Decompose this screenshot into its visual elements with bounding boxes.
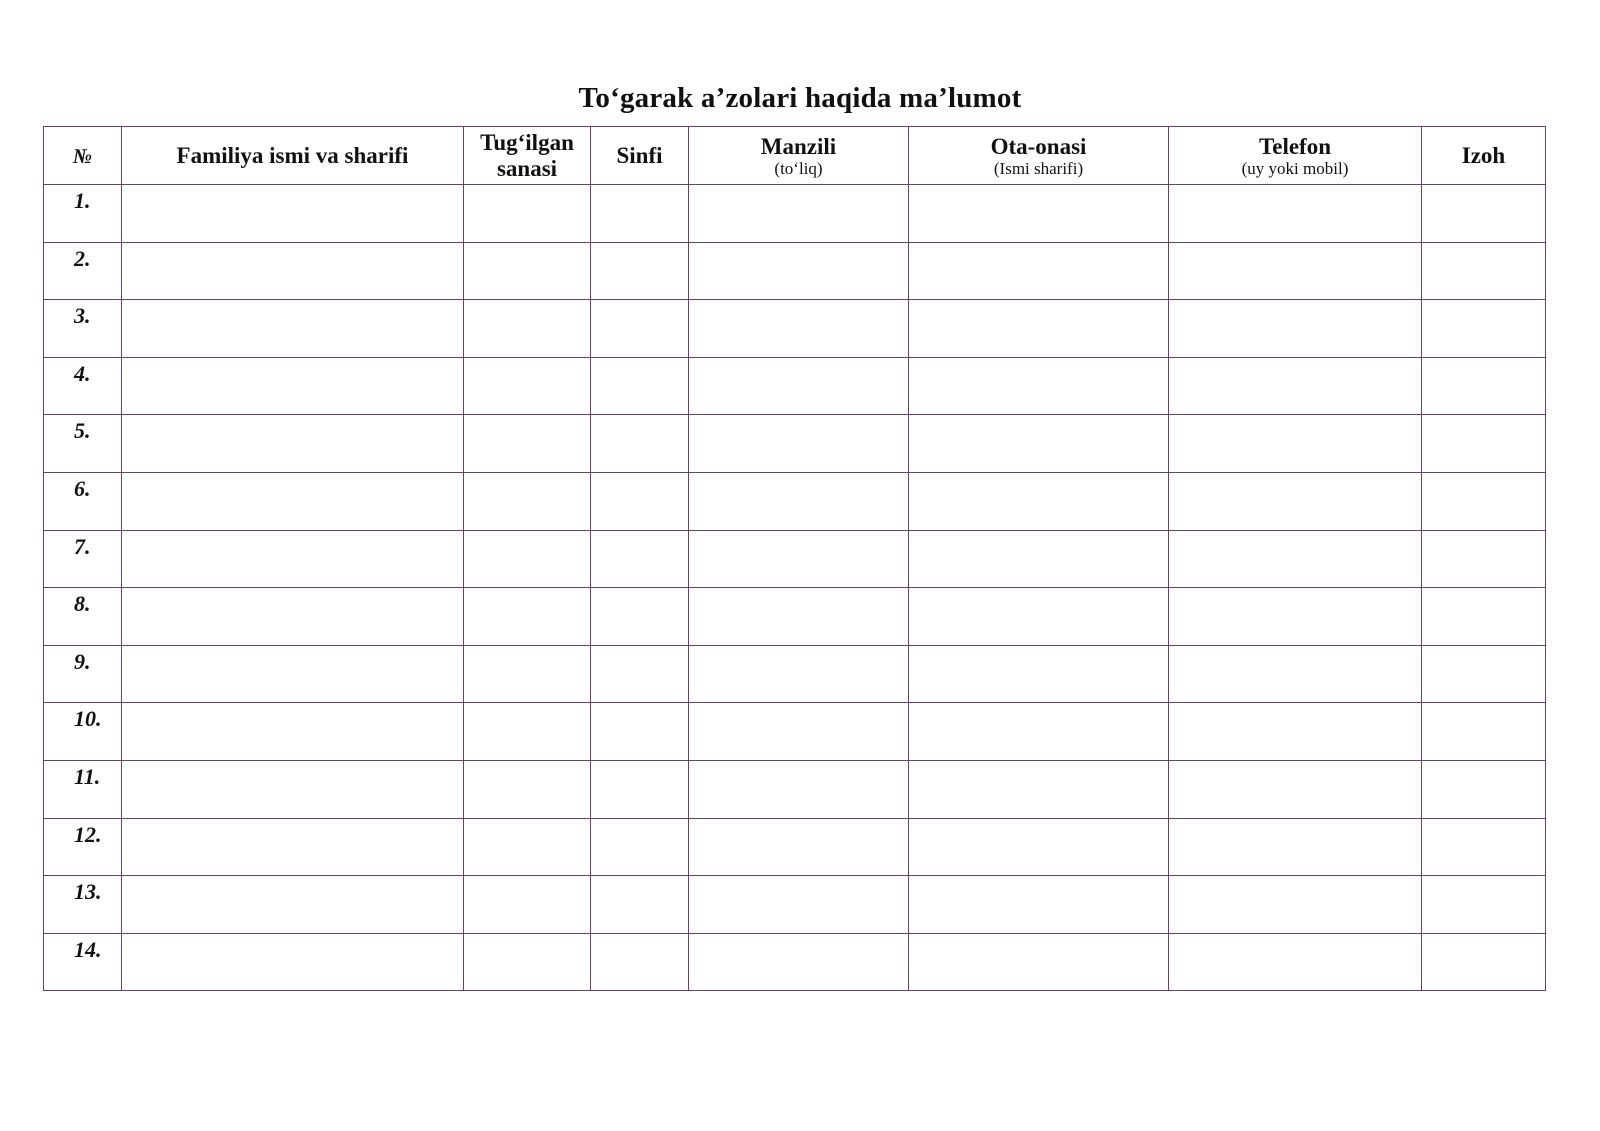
column-header-phone (1169, 127, 1422, 185)
cell-parents[interactable] (909, 876, 1169, 934)
cell-birth-date[interactable] (464, 645, 591, 703)
cell-class[interactable] (591, 300, 689, 358)
row-number: 6. (44, 472, 122, 530)
cell-note[interactable] (1422, 703, 1546, 761)
cell-parents[interactable] (909, 933, 1169, 991)
cell-birth-date[interactable] (464, 415, 591, 473)
column-header-label: Izoh (1461, 142, 1506, 168)
cell-address[interactable] (689, 530, 909, 588)
cell-parents[interactable] (909, 472, 1169, 530)
column-header-address (689, 127, 909, 185)
cell-full-name[interactable] (122, 588, 464, 646)
cell-class[interactable] (591, 472, 689, 530)
cell-address[interactable] (689, 415, 909, 473)
table-row (44, 300, 1546, 358)
cell-parents[interactable] (909, 185, 1169, 243)
column-header-sublabel: (Ismi sharifi) (993, 158, 1084, 178)
cell-full-name[interactable] (122, 415, 464, 473)
cell-birth-date[interactable] (464, 760, 591, 818)
cell-phone[interactable] (1169, 760, 1422, 818)
row-number: 5. (44, 415, 122, 473)
cell-address[interactable] (689, 703, 909, 761)
column-header-number (44, 127, 122, 185)
cell-note[interactable] (1422, 818, 1546, 876)
header-row (44, 127, 1546, 185)
cell-address[interactable] (689, 933, 909, 991)
table-row (44, 876, 1546, 934)
row-number: 11. (44, 760, 122, 818)
cell-class[interactable] (591, 242, 689, 300)
row-number: 10. (44, 703, 122, 761)
cell-class[interactable] (591, 530, 689, 588)
cell-parents[interactable] (909, 530, 1169, 588)
cell-birth-date[interactable] (464, 876, 591, 934)
column-header-label: Manzili (760, 133, 837, 159)
cell-full-name[interactable] (122, 645, 464, 703)
table-row (44, 472, 1546, 530)
cell-note[interactable] (1422, 588, 1546, 646)
cell-parents[interactable] (909, 760, 1169, 818)
row-number: 9. (44, 645, 122, 703)
cell-class[interactable] (591, 588, 689, 646)
cell-address[interactable] (689, 645, 909, 703)
row-number: 3. (44, 300, 122, 358)
cell-note[interactable] (1422, 415, 1546, 473)
cell-note[interactable] (1422, 933, 1546, 991)
cell-note[interactable] (1422, 645, 1546, 703)
members-table (43, 126, 1546, 991)
column-header-label: Telefon (1259, 133, 1331, 159)
column-header-label: № (72, 143, 93, 168)
cell-full-name[interactable] (122, 300, 464, 358)
table-row (44, 645, 1546, 703)
cell-full-name[interactable] (122, 876, 464, 934)
cell-note[interactable] (1422, 876, 1546, 934)
cell-address[interactable] (689, 876, 909, 934)
cell-parents[interactable] (909, 588, 1169, 646)
cell-full-name[interactable] (122, 933, 464, 991)
table-row (44, 415, 1546, 473)
cell-address[interactable] (689, 588, 909, 646)
row-number: 13. (44, 876, 122, 934)
column-header-full-name (122, 127, 464, 185)
cell-birth-date[interactable] (464, 530, 591, 588)
cell-full-name[interactable] (122, 530, 464, 588)
cell-address[interactable] (689, 242, 909, 300)
table-row (44, 357, 1546, 415)
column-header-label: Familiya ismi va sharifi (176, 142, 409, 168)
cell-birth-date[interactable] (464, 818, 591, 876)
cell-note[interactable] (1422, 185, 1546, 243)
table-row (44, 933, 1546, 991)
cell-birth-date[interactable] (464, 933, 591, 991)
cell-parents[interactable] (909, 242, 1169, 300)
cell-address[interactable] (689, 357, 909, 415)
table-row (44, 760, 1546, 818)
cell-note[interactable] (1422, 300, 1546, 358)
cell-parents[interactable] (909, 357, 1169, 415)
row-number: 8. (44, 588, 122, 646)
cell-phone[interactable] (1169, 933, 1422, 991)
cell-class[interactable] (591, 876, 689, 934)
cell-full-name[interactable] (122, 357, 464, 415)
cell-class[interactable] (591, 645, 689, 703)
cell-birth-date[interactable] (464, 242, 591, 300)
cell-birth-date[interactable] (464, 588, 591, 646)
column-header-sublabel: (to‘liq) (774, 158, 823, 178)
cell-full-name[interactable] (122, 185, 464, 243)
cell-parents[interactable] (909, 818, 1169, 876)
column-header-note (1422, 127, 1546, 185)
column-header-label-line2: sanasi (496, 155, 558, 181)
cell-phone[interactable] (1169, 472, 1422, 530)
cell-note[interactable] (1422, 242, 1546, 300)
cell-address[interactable] (689, 760, 909, 818)
column-header-label: Sinfi (616, 142, 663, 168)
table-row (44, 588, 1546, 646)
page-title: To‘garak a’zolari haqida ma’lumot (578, 82, 1022, 114)
cell-phone[interactable] (1169, 876, 1422, 934)
cell-address[interactable] (689, 472, 909, 530)
table-row (44, 530, 1546, 588)
column-header-sublabel: (uy yoki mobil) (1241, 158, 1349, 178)
cell-class[interactable] (591, 703, 689, 761)
cell-birth-date[interactable] (464, 185, 591, 243)
cell-phone[interactable] (1169, 185, 1422, 243)
cell-birth-date[interactable] (464, 703, 591, 761)
cell-class[interactable] (591, 760, 689, 818)
cell-note[interactable] (1422, 472, 1546, 530)
column-header-label: Tug‘ilgan (480, 129, 574, 155)
cell-class[interactable] (591, 933, 689, 991)
cell-parents[interactable] (909, 300, 1169, 358)
cell-note[interactable] (1422, 760, 1546, 818)
cell-full-name[interactable] (122, 818, 464, 876)
cell-full-name[interactable] (122, 760, 464, 818)
cell-phone[interactable] (1169, 703, 1422, 761)
cell-phone[interactable] (1169, 242, 1422, 300)
cell-birth-date[interactable] (464, 357, 591, 415)
cell-address[interactable] (689, 300, 909, 358)
table-row (44, 242, 1546, 300)
cell-phone[interactable] (1169, 530, 1422, 588)
cell-class[interactable] (591, 818, 689, 876)
cell-class[interactable] (591, 415, 689, 473)
row-number: 7. (44, 530, 122, 588)
cell-phone[interactable] (1169, 357, 1422, 415)
cell-birth-date[interactable] (464, 300, 591, 358)
row-number: 4. (44, 357, 122, 415)
cell-phone[interactable] (1169, 645, 1422, 703)
cell-note[interactable] (1422, 530, 1546, 588)
cell-phone[interactable] (1169, 300, 1422, 358)
row-number: 1. (44, 185, 122, 243)
column-header-class (591, 127, 689, 185)
row-number: 14. (44, 933, 122, 991)
cell-parents[interactable] (909, 703, 1169, 761)
cell-birth-date[interactable] (464, 472, 591, 530)
cell-full-name[interactable] (122, 472, 464, 530)
cell-address[interactable] (689, 185, 909, 243)
cell-phone[interactable] (1169, 588, 1422, 646)
cell-note[interactable] (1422, 357, 1546, 415)
cell-address[interactable] (689, 818, 909, 876)
row-number: 2. (44, 242, 122, 300)
column-header-label: Ota-onasi (990, 133, 1087, 159)
column-header-birth-date (464, 127, 591, 185)
cell-full-name[interactable] (122, 242, 464, 300)
cell-parents[interactable] (909, 645, 1169, 703)
table-row (44, 818, 1546, 876)
table-row (44, 185, 1546, 243)
column-header-parents (909, 127, 1169, 185)
cell-phone[interactable] (1169, 818, 1422, 876)
cell-parents[interactable] (909, 415, 1169, 473)
table-row (44, 703, 1546, 761)
cell-full-name[interactable] (122, 703, 464, 761)
cell-class[interactable] (591, 357, 689, 415)
cell-class[interactable] (591, 185, 689, 243)
cell-phone[interactable] (1169, 415, 1422, 473)
row-number: 12. (44, 818, 122, 876)
